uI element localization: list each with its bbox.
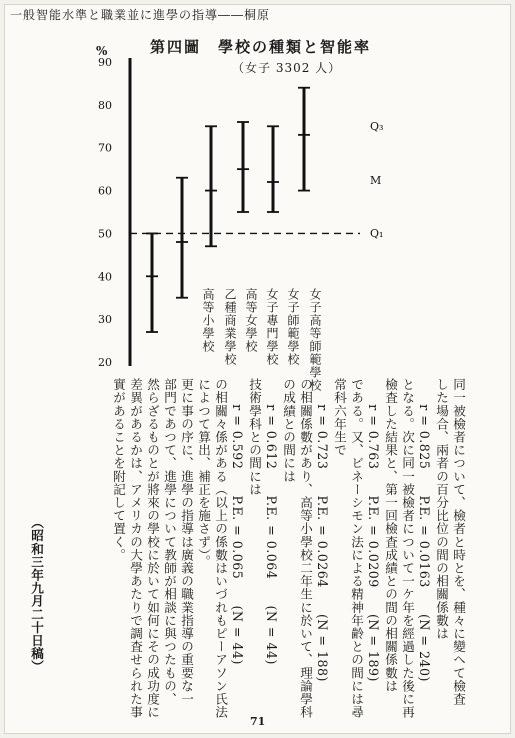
category-label: 女子師範學校 [286, 288, 300, 366]
y-tick-label: 90 [98, 56, 112, 69]
quartile-label: M [370, 174, 382, 187]
body-column: 檢査した結果と、第一回檢査成績との間の相關係數は [383, 378, 398, 693]
y-tick-label: 70 [98, 141, 112, 155]
body-column: した場合、兩者の百分比位の間の相關係數は [434, 378, 449, 640]
running-head: 一般智能水準と職業並に進學の指導――桐原 [10, 8, 271, 22]
y-tick-label: 50 [98, 227, 112, 241]
body-column: の成績との間には [281, 378, 296, 483]
category-label: 高等小學校 [201, 288, 215, 353]
figure-title: 第四圖 學校の種類と智能率 [150, 38, 372, 56]
y-tick-label: 20 [98, 356, 112, 369]
figure-subtitle: （女子 3302 人） [232, 61, 342, 75]
body-column: 技術學科との間には [247, 378, 262, 496]
body-column: r = 0.825 P.E. = 0.0163 (N = 240) [417, 378, 432, 682]
quartile-label: Q₁ [370, 227, 384, 240]
date-note: （昭和三年九月二十日稿） [29, 516, 44, 674]
body-column: r = 0.612 P.E. = 0.064 (N = 44) [264, 378, 279, 665]
body-column: 部門であつて、進學について教師が相談に與つたもの、 [162, 378, 177, 706]
y-tick-label: 80 [98, 98, 112, 112]
body-column: の相關係數があり、高等小學校二年生に於いて、理論學科 [298, 378, 313, 719]
body-column: 更に事の序に、進學の指導は廣義の職業指導の重要な一 [179, 378, 194, 706]
body-column: r = 0.723 P.E. = 0.0264 (N = 188) [315, 378, 330, 682]
category-label: 乙種商業學校 [223, 288, 237, 366]
page-number: 71 [250, 715, 266, 728]
y-tick-label: 30 [98, 313, 112, 327]
body-text [110, 378, 467, 719]
body-column: 然らざるものとが將來の學校に於いて如何にその成功度に [145, 378, 160, 719]
body-column: によつて算出、補正を施さず）。 [196, 378, 211, 569]
body-column: の相關々係がある（以上の係數はいづれもピーアソン氏法 [213, 378, 228, 719]
body-column: 常科六年生で [332, 378, 347, 457]
category-label: 女子專門學校 [265, 288, 279, 366]
y-tick-label: 40 [98, 270, 112, 284]
quartile-label: Q₃ [370, 120, 384, 133]
y-tick-label: 60 [98, 184, 112, 198]
y-axis-unit-label: % [96, 44, 108, 58]
body-column: となる。次に同一被檢者について一ケ年を經過した後に再 [400, 378, 415, 719]
category-label: 女子高等師範學校 [308, 288, 322, 392]
body-column: 實があることを附記して置く。 [111, 378, 126, 562]
body-column: r = 0.592 P.E. = 0.065 (N = 44) [230, 378, 245, 665]
body-column: 同一被檢者について、檢者と時とを、種々に變へて檢査 [451, 378, 466, 706]
body-column: 差異があるかは、アメリカの大學あたりで調査せられた事 [128, 378, 143, 719]
body-column: r = 0.763 P.E. = 0.0209 (N = 189) [366, 378, 381, 682]
body-column: である。又、ビネーシモン法による精神年齢との間には尋 [349, 378, 364, 719]
category-label: 高等女學校 [244, 288, 258, 353]
